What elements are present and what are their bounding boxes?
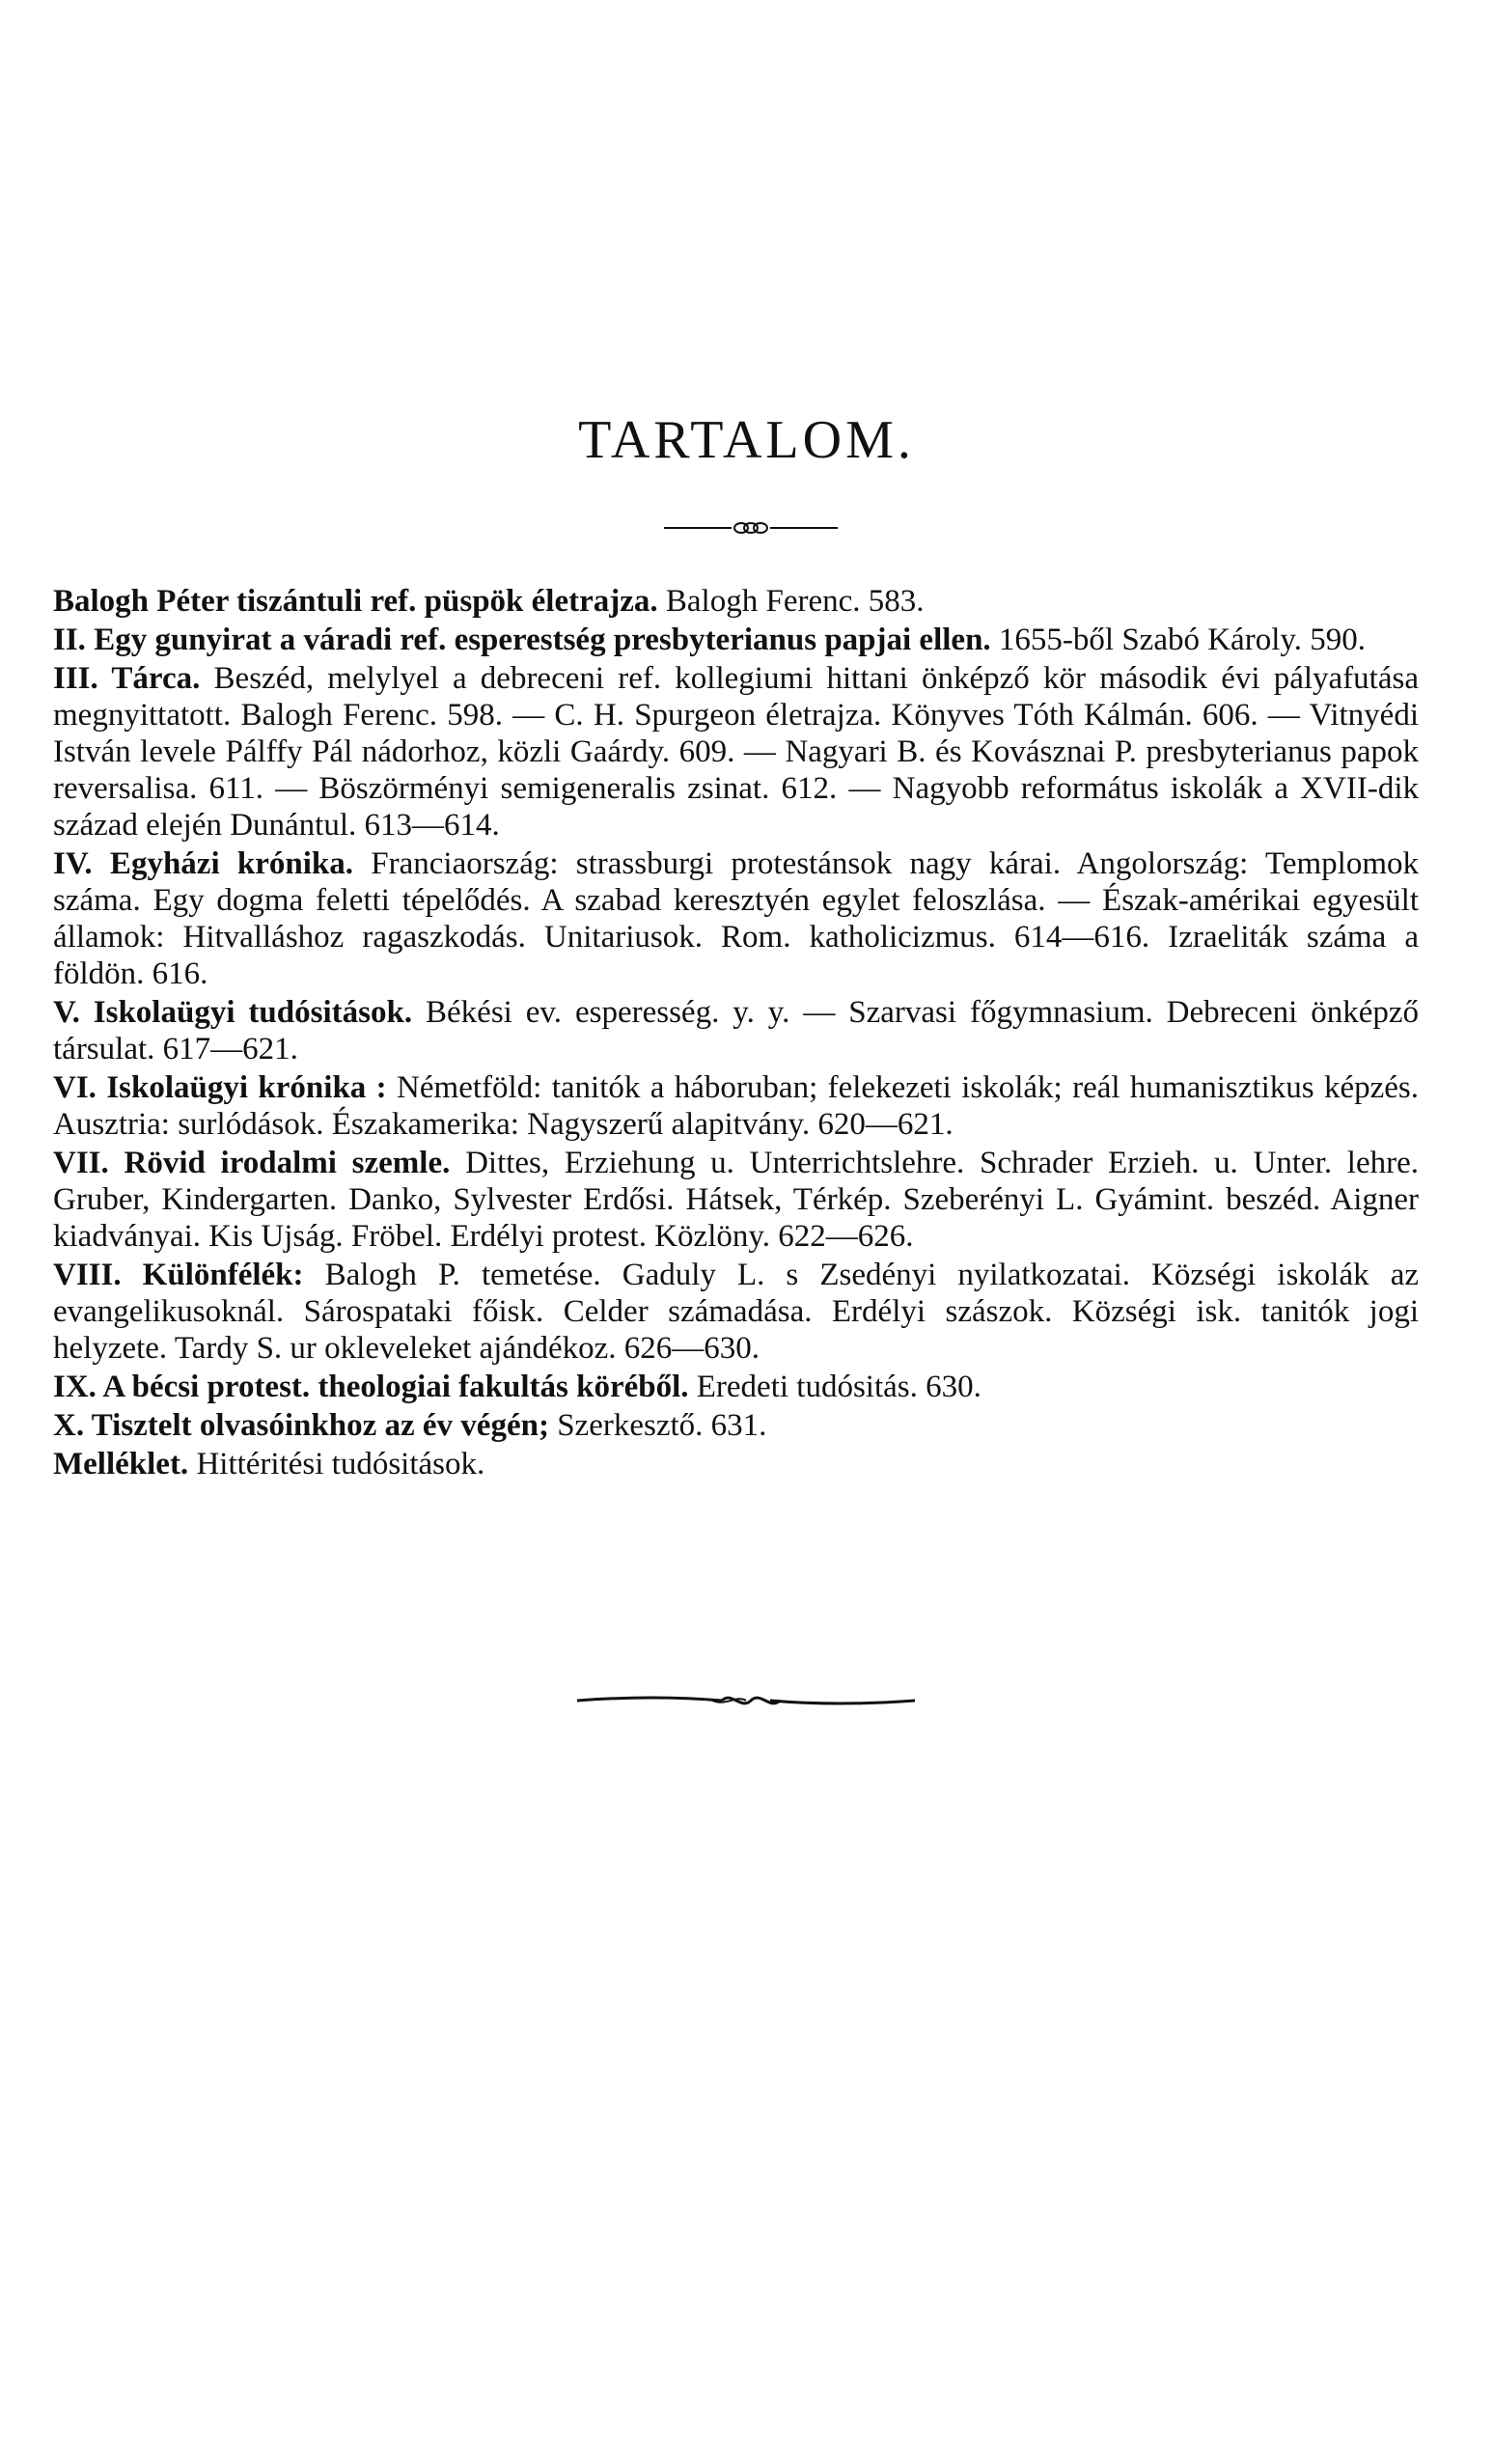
entry-number: II. (53, 623, 86, 657)
entry-heading: A bécsi protest. theologiai fakultás köréből. (96, 1370, 689, 1404)
entry-details: Balogh P. temetése. Gaduly L. s Zsedényi nyilatkozatai. Községi iskolák az evangelikusoknál. Sárospataki főisk. Celder számadása. Erdélyi szászok. Községi isk. tanitók jogi helyzete. Tardy S. ur okleveleket ajándékoz. 626—630. (53, 1258, 1419, 1366)
entry-heading: Tisztelt olvasóinkhoz az év végén; (84, 1408, 549, 1443)
toc-entry-5 (53, 994, 1419, 1067)
toc-entry-4 (53, 845, 1419, 992)
entry-details: Beszéd, melylyel a debreceni ref. kollegiumi hittani önképző kör második évi pályafutása megnyittatott. Balogh Ferenc. 598. — C. H. Spurgeon életrajza. Könyves Tóth Kálmán. 606. — Vitnyédi István levele Pálffy Pál nádorhoz, közli Gaárdy. 609. — Nagyari B. és Kovásznai P. presbyterianus papok reversalisa. 611. — Böszörményi semigeneralis zsinat. 612. — Nagyobb református iskolák a XVII-dik század elején Dunántul. 613—614. (53, 661, 1419, 843)
toc-entry-7 (53, 1145, 1419, 1255)
toc-entry-10 (53, 1407, 1419, 1444)
entry-number: VII. (53, 1146, 109, 1180)
entry-number: VIII. (53, 1258, 122, 1292)
entry-heading: Különfélék: (121, 1258, 304, 1292)
entry-number: IV. (53, 846, 93, 881)
entry-number: V. (53, 995, 80, 1030)
entry-heading: Balogh Péter tiszántuli ref. püspök életrajza. (53, 584, 658, 619)
entry-heading: Egyházi krónika. (92, 846, 353, 881)
entry-details: Franciaország: strassburgi protestánsok nagy kárai. Angolország: Templomok száma. Egy dogma feletti tépelődés. A szabad keresztyén egylet feloszlása. — Észak-amérikai egyesült államok: Hitvalláshoz ragaszkodás. Unitariusok. Rom. katholicizmus. 614—616. Izraeliták száma a földön. 616. (53, 846, 1419, 991)
toc-entry-11 (53, 1446, 1419, 1482)
entry-number: VI. (53, 1070, 97, 1105)
entry-heading: Egy gunyirat a váradi ref. esperestség presbyterianus papjai ellen. (85, 623, 991, 657)
entry-heading: Iskolaügyi krónika : (96, 1070, 387, 1105)
entry-number: X. (53, 1408, 85, 1443)
end-ornament (577, 1689, 915, 1712)
entry-heading: Melléklet. (53, 1447, 189, 1481)
toc-entry-1 (53, 583, 1419, 620)
entry-details: Hittéritési tudósitások. (188, 1447, 485, 1481)
toc-entry-3 (53, 660, 1419, 844)
entry-number: III. (53, 661, 98, 696)
entry-number: IX. (53, 1370, 97, 1404)
entry-heading: Tárca. (97, 661, 201, 696)
entry-details: 1655-ből Szabó Károly. 590. (990, 623, 1366, 657)
entry-details: Eredeti tudósitás. 630. (688, 1370, 982, 1404)
toc-entry-9 (53, 1369, 1419, 1405)
entry-details: Dittes, Erziehung u. Unterrichtslehre. Schrader Erzieh. u. Unter. lehre. Gruber, Kindergarten. Danko, Sylvester Erdősi. Hátsek, Térkép. Szeberényi L. Gyámint. beszéd. Aigner kiadványai. Kis Ujság. Fröbel. Erdélyi protest. Közlöny. 622—626. (53, 1146, 1419, 1254)
entry-details: Németföld: tanitók a háboruban; felekezeti iskolák; reál humanisztikus képzés. Ausztria: surlódások. Északamerika: Nagyszerű alapitvány. 620—621. (53, 1070, 1419, 1142)
title-ornament (664, 517, 838, 539)
toc-entry-8 (53, 1257, 1419, 1367)
table-of-contents (53, 583, 1419, 1484)
entry-details: Balogh Ferenc. 583. (657, 584, 925, 619)
entry-heading: Rövid irodalmi szemle. (108, 1146, 451, 1180)
toc-entry-6 (53, 1069, 1419, 1143)
toc-entry-2 (53, 622, 1419, 658)
entry-heading: Iskolaügyi tudósitások. (79, 995, 413, 1030)
entry-details: Szerkesztő. 631. (548, 1408, 767, 1443)
page-title: TARTALOM. (578, 410, 915, 470)
entry-details: Békési ev. esperesség. y. y. — Szarvasi főgymnasium. Debreceni önképző társulat. 617—621. (53, 995, 1419, 1066)
